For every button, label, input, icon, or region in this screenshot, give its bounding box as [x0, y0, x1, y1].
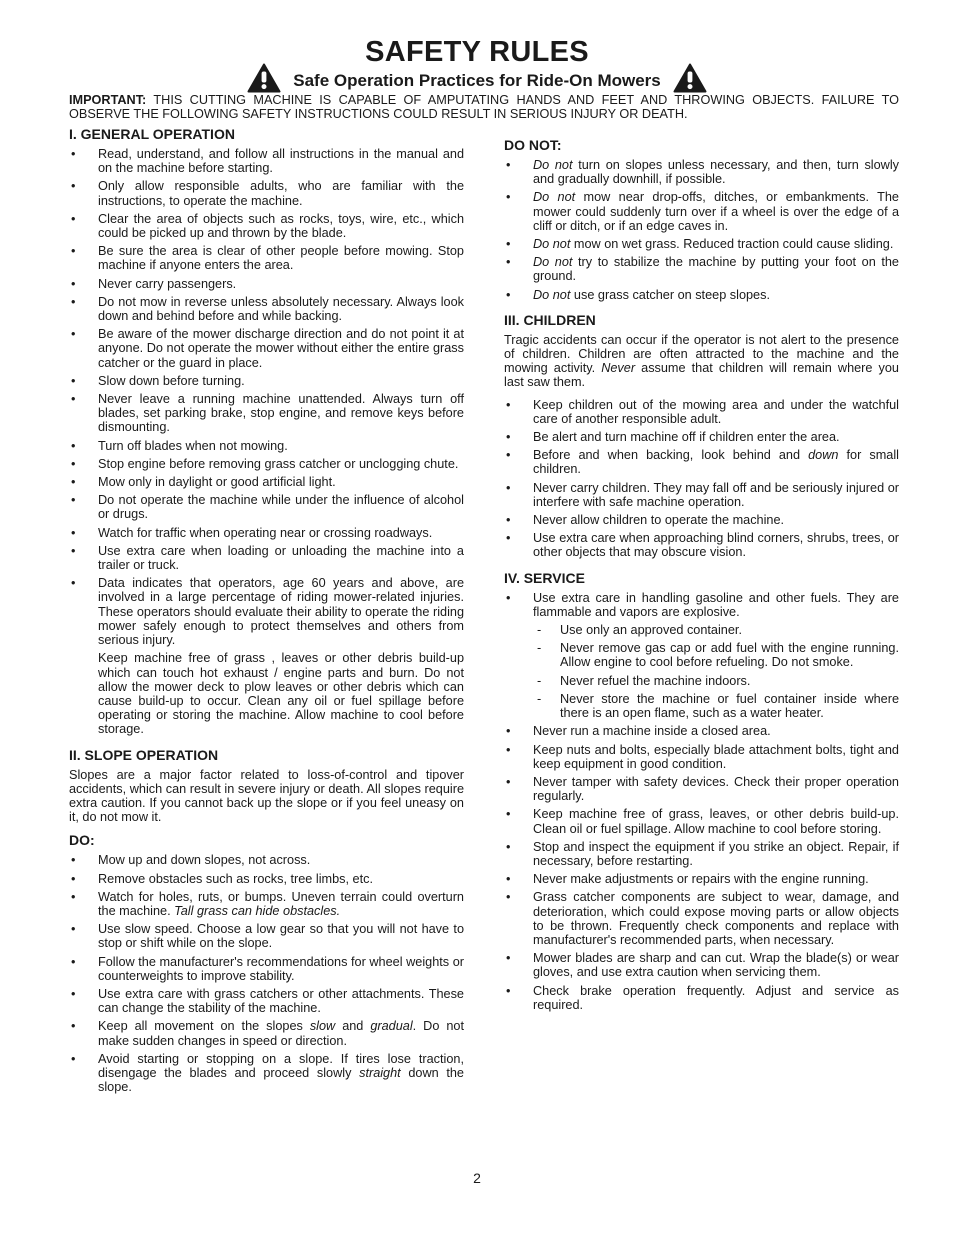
general-continuation: Keep machine free of grass , leaves or other debris build-up which can touch hot exhaust / engine parts and burn. Do not allow the mower deck to plow leaves or other debris which can cause build-up to occur. Clean any oil or fuel spillage before operating or storing the machine. Allow machine to cool before storage. [98, 651, 464, 737]
do-list [69, 853, 464, 1094]
sub-list-item: - Use only an approved container. [504, 623, 899, 637]
general-operation-heading: I. GENERAL OPERATION [69, 126, 235, 142]
list-item: • Stop and inspect the equipment if you strike an object. Repair, if necessary, before restarting. [504, 840, 899, 868]
list-item: • Never carry children. They may fall off and be seriously injured or interfere with safe machine operation. [504, 481, 899, 509]
page-subtitle: Safe Operation Practices for Ride-On Mowers [293, 71, 661, 90]
slope-intro: Slopes are a major factor related to loss-of-control and tipover accidents, which can result in severe injury or death. All slopes require extra caution. If you cannot back up the slope or if you feel uneasy on it, do not mow it. [69, 767, 464, 825]
list-item: • Clear the area of objects such as rocks, toys, wire, etc., which could be picked up and thrown by the blade. [69, 212, 464, 240]
list-item: • Read, understand, and follow all instructions in the manual and on the machine before starting. [69, 147, 464, 175]
list-item: • Check brake operation frequently. Adjust and service as required. [504, 984, 899, 1012]
list-item: • Remove obstacles such as rocks, tree limbs, etc. [69, 872, 464, 886]
list-item: • Never leave a running machine unattended. Always turn off blades, set parking brake, stop engine, and remove keys before dismounting. [69, 392, 464, 435]
list-item: • Slow down before turning. [69, 374, 464, 388]
list-item: • Watch for traffic when operating near or crossing roadways. [69, 526, 464, 540]
children-heading: III. CHILDREN [504, 311, 596, 328]
list-item: • Do not try to stabilize the machine by putting your foot on the ground. [504, 255, 899, 283]
list-item: • Be sure the area is clear of other people before mowing. Stop machine if anyone enters the area. [69, 244, 464, 272]
important-label: IMPORTANT: [69, 93, 147, 107]
list-item: • Follow the manufacturer's recommendations for wheel weights or counterweights to improve stability. [69, 955, 464, 983]
list-item: • Never allow children to operate the machine. [504, 513, 899, 527]
list-item: • Be alert and turn machine off if children enter the area. [504, 430, 899, 444]
service-list [504, 591, 899, 1012]
list-item: • Keep machine free of grass, leaves, or other debris build-up. Clean oil or fuel spillage. Allow machine to cool before storing. [504, 807, 899, 835]
list-item: • Keep nuts and bolts, especially blade attachment bolts, tight and keep equipment in good condition. [504, 743, 899, 771]
slope-operation-heading: II. SLOPE OPERATION [69, 746, 219, 763]
list-item: • Do not mow on wet grass. Reduced traction could cause sliding. [504, 237, 899, 251]
list-item: • Keep all movement on the slopes slow and gradual. Do not make sudden changes in speed or direction. [69, 1019, 464, 1047]
sub-list-item: - Never store the machine or fuel container inside where there is an open flame, such as a water heater. [504, 692, 899, 720]
do-not-list [504, 158, 899, 302]
list-item: • Stop engine before removing grass catcher or unclogging chute. [69, 457, 464, 471]
list-item: • Do not use grass catcher on steep slopes. [504, 288, 899, 302]
important-text: THIS CUTTING MACHINE IS CAPABLE OF AMPUTATING HANDS AND FEET AND THROWING OBJECTS. FAILURE TO OBSERVE THE FOLLOWING SAFETY INSTRUCTIONS COULD RESULT IN SERIOUS INJURY OR DEATH. [69, 93, 899, 122]
list-item: • Data indicates that operators, age 60 years and above, are involved in a large percentage of riding mower-related injuries. These operators should evaluate their ability to operate the riding mower safely enough to protect themselves and others from serious injury. [69, 576, 464, 647]
list-item: • Watch for holes, ruts, or bumps. Uneven terrain could overturn the machine. Tall grass can hide obstacles. [69, 890, 464, 918]
list-item: • Never tamper with safety devices. Check their proper operation regularly. [504, 775, 899, 803]
important-notice [69, 93, 899, 122]
list-item: • Use extra care with grass catchers or other attachments. These can change the stability of the machine. [69, 987, 464, 1015]
sub-list-item: - Never remove gas cap or add fuel with the engine running. Allow engine to cool before refueling. Do not smoke. [504, 641, 899, 669]
list-item: • Be aware of the mower discharge direction and do not point it at anyone. Do not operate the mower without either the entire grass catcher or the guard in place. [69, 327, 464, 370]
page-number: 2 [473, 1170, 481, 1186]
list-item: • Do not mow near drop-offs, ditches, or embankments. The mower could suddenly turn over if a wheel is over the edge of a cliff or ditch, or if an edge caves in. [504, 190, 899, 233]
list-item: • Avoid starting or stopping on a slope. If tires lose traction, disengage the blades and proceed slowly straight down the slope. [69, 1052, 464, 1095]
list-item: • Only allow responsible adults, who are familiar with the instructions, to operate the machine. [69, 179, 464, 207]
right-column [504, 137, 899, 1016]
list-item: • Do not operate the machine while under the influence of alcohol or drugs. [69, 493, 464, 521]
children-list [504, 398, 899, 560]
warning-triangle-icon [247, 63, 281, 93]
sub-list-item: - Never refuel the machine indoors. [504, 674, 899, 688]
list-item: • Keep children out of the mowing area and under the watchful care of another responsible adult. [504, 398, 899, 426]
list-item: • Use slow speed. Choose a low gear so that you will not have to stop or shift while on the slope. [69, 922, 464, 950]
service-heading: IV. SERVICE [504, 569, 585, 586]
list-item: • Do not mow in reverse unless absolutely necessary. Always look down and behind before and while backing. [69, 295, 464, 323]
list-item: • Never make adjustments or repairs with the engine running. [504, 872, 899, 886]
list-item: • Do not turn on slopes unless necessary, and then, turn slowly and gradually downhill, if possible. [504, 158, 899, 186]
list-item: • Mower blades are sharp and can cut. Wrap the blade(s) or wear gloves, and use extra caution when servicing them. [504, 951, 899, 979]
warning-triangle-icon [673, 63, 707, 93]
list-item: • Mow up and down slopes, not across. [69, 853, 464, 867]
list-item: • Turn off blades when not mowing. [69, 439, 464, 453]
list-item: • Never carry passengers. [69, 277, 464, 291]
list-item: • Use extra care when approaching blind corners, shrubs, trees, or other objects that may obscure vision. [504, 531, 899, 559]
list-item: • Before and when backing, look behind and down for small children. [504, 448, 899, 476]
list-item: • Mow only in daylight or good artificial light. [69, 475, 464, 489]
left-column [69, 126, 464, 1098]
list-item: • Grass catcher components are subject to wear, damage, and deterioration, which could expose moving parts or allow objects to be thrown. Frequently check components and replace with manufacturer's recommended parts, when necessary. [504, 890, 899, 947]
general-operation-list [69, 147, 464, 647]
list-item: • Never run a machine inside a closed area. [504, 724, 899, 738]
subtitle-row [0, 62, 954, 94]
do-not-heading: DO NOT: [504, 137, 562, 153]
list-item: • Use extra care when loading or unloading the machine into a trailer or truck. [69, 544, 464, 572]
list-item: • Use extra care in handling gasoline and other fuels. They are flammable and vapors are explosive. [504, 591, 899, 619]
children-intro: Tragic accidents can occur if the operator is not alert to the presence of children. Children are often attracted to the machine and the mowing activity. Never assume that children will remain where you last saw them. [504, 332, 899, 390]
do-heading: DO: [69, 832, 95, 849]
page-title: SAFETY RULES [365, 36, 589, 68]
